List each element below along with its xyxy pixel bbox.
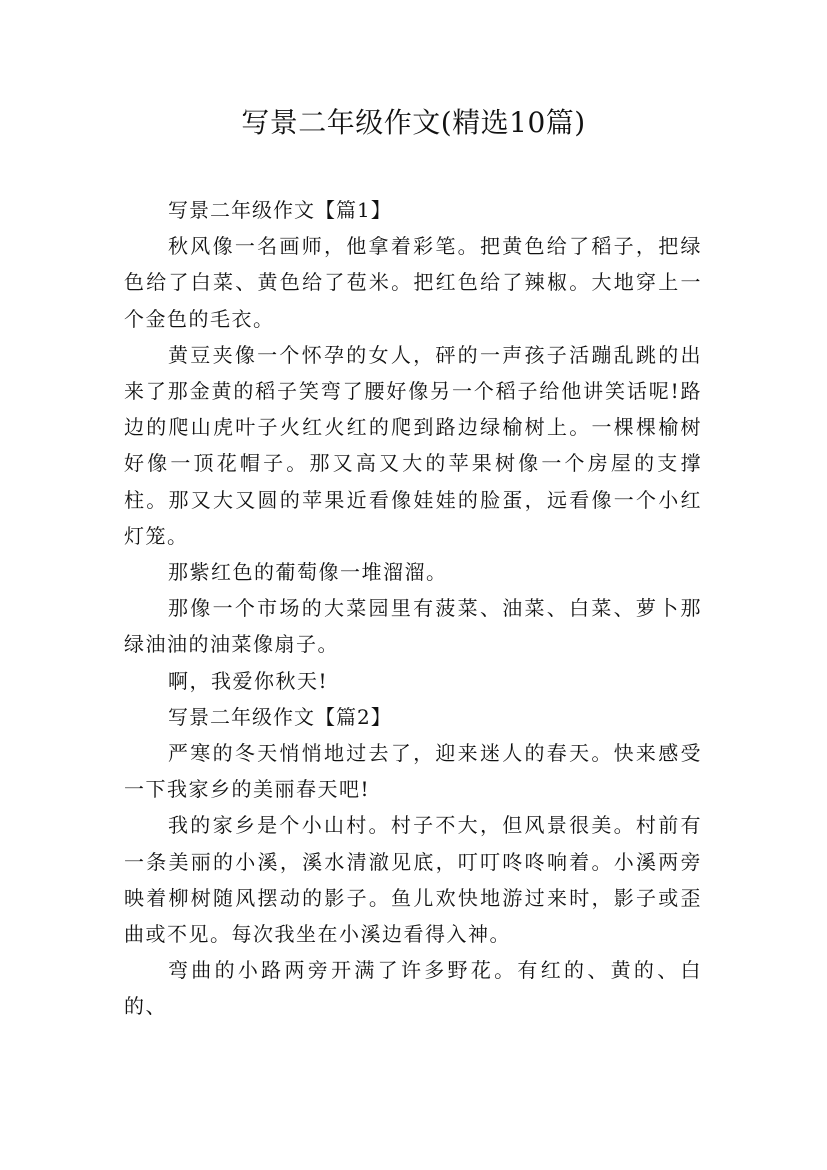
document-title: 写景二年级作文(精选10篇) — [241, 106, 586, 139]
document-body — [124, 192, 702, 1025]
paragraph: 那像一个市场的大菜园里有菠菜、油菜、白菜、萝卜那绿油油的油菜像扇子。 — [124, 596, 702, 657]
paragraph: 秋风像一名画师，他拿着彩笔。把黄色给了稻子，把绿色给了白菜、黄色给了苞米。把红色给了辣椒。大地穿上一个金色的毛衣。 — [124, 234, 702, 331]
paragraph: 那紫红色的葡萄像一堆溜溜。 — [168, 560, 448, 585]
section-heading-2: 写景二年级作文【篇2】 — [168, 704, 392, 729]
paragraph: 黄豆夹像一个怀孕的女人，砰的一声孩子活蹦乱跳的出来了那金黄的稻子笑弯了腰好像另一个稻子给他讲笑话呢!路边的爬山虎叶子火红火红的爬到路边绿榆树上。一棵棵榆树好像一顶花帽子。那又高又大的苹果树像一个房屋的支撑柱。那又大又圆的苹果近看像娃娃的脸蛋，远看像一个小红灯笼。 — [124, 342, 702, 548]
paragraph: 弯曲的小路两旁开满了许多野花。有红的、黄的、白的、 — [124, 958, 702, 1019]
section-heading-1: 写景二年级作文【篇1】 — [168, 198, 392, 222]
paragraph: 我的家乡是个小山村。村子不大，但风景很美。村前有一条美丽的小溪，溪水清澈见底，叮叮咚咚响着。小溪两旁映着柳树随风摆动的影子。鱼儿欢快地游过来时，影子或歪曲或不见。每次我坐在小溪边看得入神。 — [124, 813, 702, 947]
paragraph: 啊，我爱你秋天! — [168, 668, 329, 693]
paragraph: 严寒的冬天悄悄地过去了，迎来迷人的春天。快来感受一下我家乡的美丽春天吧! — [124, 741, 702, 802]
